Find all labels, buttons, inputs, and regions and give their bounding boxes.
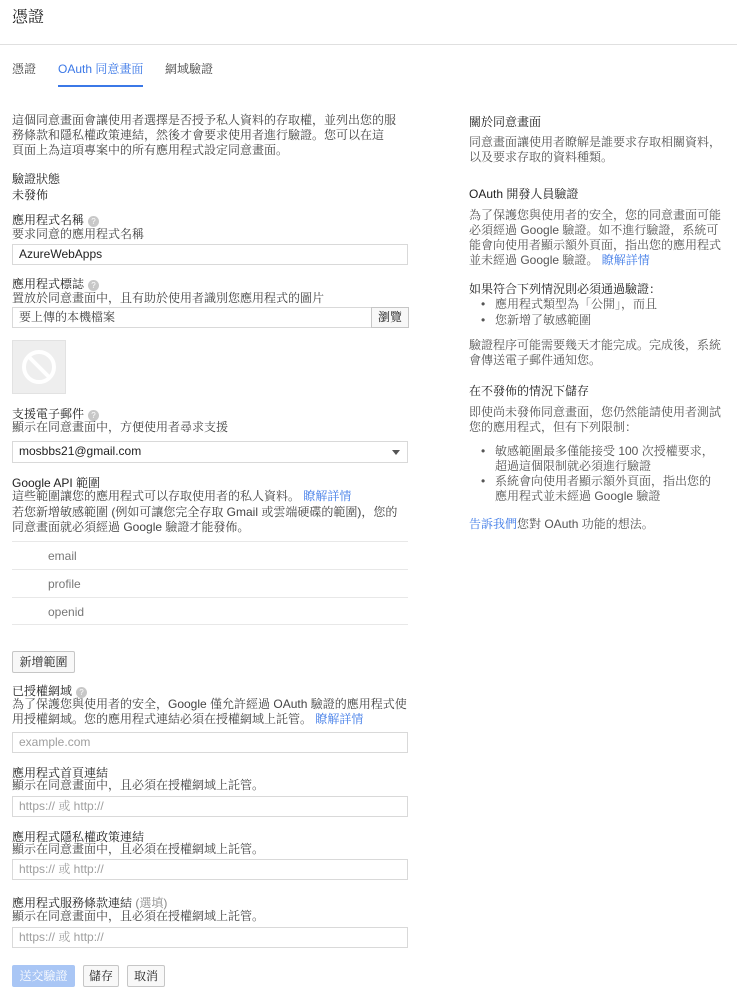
logo-file-input[interactable]: 要上傳的本機檔案 [12, 307, 372, 328]
scope-name: openid [48, 605, 85, 619]
dev-learn-more-link[interactable]: 瞭解詳情 [601, 253, 650, 267]
scope-name: profile [48, 577, 81, 591]
scope-row [12, 569, 408, 597]
authorized-domains-desc-line: 用授權網域。您的應用程式連結必須在授權網域上託管。 [12, 712, 313, 726]
limit-text: 超過這個限制就必須進行驗證 [495, 459, 652, 473]
process-text-line: 會傳送電子郵件通知您。 [469, 353, 602, 367]
scopes-note-line: 若您新增敏感範圍 (例如可讓您完全存取 Gmail 或雲端硬碟的範圍)，您的 [12, 505, 398, 519]
process-text [469, 338, 735, 368]
scopes-label: Google API 範圍 [12, 476, 101, 490]
app-logo-label [12, 277, 99, 292]
privacy-input[interactable]: https:// 或 http:// [12, 859, 408, 880]
app-name-input[interactable]: AzureWebApps [12, 244, 408, 265]
about-text-line: 同意畫面讓使用者瞭解是誰要求存取相關資料， [469, 135, 722, 149]
homepage-label: 應用程式首頁連結 [12, 766, 109, 780]
help-icon[interactable]: ? [76, 687, 87, 698]
support-email-label-text: 支援電子郵件 [12, 407, 85, 421]
page-header [0, 0, 737, 45]
intro-line: 務條款和隱私權政策連結，然後才會要求使用者進行驗證。您可以在這 [12, 128, 385, 142]
scopes-desc-text: 這些範圍讓您的應用程式可以存取使用者的私人資料。 [12, 489, 301, 503]
dev-text-line: 並未經過 Google 驗證。 [469, 253, 599, 267]
tos-label-text: 應用程式服務條款連結 [12, 896, 133, 910]
tos-optional-tag: (選填) [135, 896, 168, 910]
authorized-domains-desc [12, 697, 417, 727]
help-icon[interactable]: ? [88, 280, 99, 291]
dev-verification-title: OAuth 開發人員驗證 [469, 187, 579, 201]
about-text-line: 以及要求存取的資料種類。 [469, 150, 614, 164]
page-title: 憑證 [12, 9, 45, 26]
condition-text: • 您新增了敏感範圍 [495, 313, 592, 327]
app-logo-desc: 置放於同意畫面中，且有助於使用者識別您應用程式的圖片 [12, 291, 325, 305]
dev-text-line: 必須經過 Google 驗證。如不進行驗證，系統可 [469, 223, 719, 237]
save-unpublished-title: 在不發佈的情況下儲存 [469, 384, 590, 398]
tab-bar [0, 62, 737, 89]
tab-domain-verification[interactable]: 網域驗證 [165, 62, 214, 76]
intro-text [12, 113, 412, 158]
logo-placeholder-icon [12, 340, 66, 394]
intro-line: 這個同意畫面會讓使用者選擇是否授予私人資料的存取權，並列出您的服 [12, 113, 397, 127]
dev-verification-text [469, 208, 735, 268]
scopes-learn-more-link[interactable]: 瞭解詳情 [303, 489, 352, 503]
app-name-desc: 要求同意的應用程式名稱 [12, 227, 145, 241]
tos-desc: 顯示在同意畫面中，且必須在授權網域上託管。 [12, 909, 265, 923]
verification-status-value: 未發佈 [12, 188, 49, 202]
cancel-button[interactable]: 取消 [127, 965, 165, 987]
condition-item [483, 313, 723, 328]
tab-oauth-consent[interactable]: OAuth 同意畫面 [58, 62, 143, 87]
scope-row [12, 597, 408, 625]
app-name-label [12, 213, 99, 228]
support-email-desc: 顯示在同意畫面中，方便使用者尋求支援 [12, 420, 229, 434]
intro-line: 頁面上為這項專案中的所有應用程式設定同意畫面。 [12, 143, 289, 157]
app-name-label-text: 應用程式名稱 [12, 213, 85, 227]
dropdown-arrow-icon [392, 450, 400, 455]
limit-text: • 敏感範圍最多僅能接受 100 次授權要求， [495, 444, 714, 458]
scopes-note [12, 505, 412, 535]
condition-text: • 應用程式類型為「公開」，而且 [495, 297, 658, 311]
feedback-link[interactable]: 告訴我們 [469, 517, 518, 531]
scope-name: email [48, 549, 77, 563]
process-text-line: 驗證程序可能需要幾天才能完成。完成後，系統 [469, 338, 722, 352]
save-button[interactable]: 儲存 [83, 965, 119, 987]
authorized-domains-label-text: 已授權網域 [12, 684, 73, 698]
tos-input[interactable]: https:// 或 http:// [12, 927, 408, 948]
homepage-input[interactable]: https:// 或 http:// [12, 796, 408, 817]
submit-verification-button[interactable]: 送交驗證 [12, 965, 75, 987]
authorized-domain-input[interactable]: example.com [12, 732, 408, 753]
save-unpublished-text [469, 405, 735, 435]
dev-text-line: 為了保護您與使用者的安全，您的同意畫面可能 [469, 208, 722, 222]
support-email-select[interactable] [12, 441, 408, 463]
no-image-icon [13, 341, 65, 393]
dev-text-line: 能會向使用者顯示額外頁面，指出您的應用程式 [469, 238, 722, 252]
limit-item [483, 474, 723, 504]
scope-row [12, 541, 408, 569]
conditions-title: 如果符合下列情況則必須通過驗證： [469, 282, 662, 296]
privacy-label: 應用程式隱私權政策連結 [12, 830, 145, 844]
app-logo-label-text: 應用程式標誌 [12, 277, 85, 291]
add-scope-button[interactable]: 新增範圍 [12, 651, 75, 673]
homepage-desc: 顯示在同意畫面中，且必須在授權網域上託管。 [12, 778, 265, 792]
scopes-desc [12, 489, 351, 504]
about-text [469, 135, 735, 165]
help-icon[interactable]: ? [88, 216, 99, 227]
save-text-line: 您的應用程式，但有下列限制： [469, 420, 638, 434]
condition-item [483, 297, 723, 312]
about-title: 關於同意畫面 [469, 115, 542, 129]
verification-status-label: 驗證狀態 [12, 172, 61, 186]
limit-item [483, 444, 723, 474]
authorized-domains-learn-more-link[interactable]: 瞭解詳情 [315, 712, 364, 726]
help-icon[interactable]: ? [88, 410, 99, 421]
feedback-text-rest: 您對 OAuth 功能的想法。 [517, 517, 654, 531]
support-email-value: mosbbs21@gmail.com [19, 444, 142, 458]
authorized-domains-desc-line: 為了保護您與使用者的安全，Google 僅允許經過 OAuth 驗證的應用程式使 [12, 697, 407, 711]
browse-button[interactable]: 瀏覽 [371, 307, 409, 328]
save-text-line: 即使尚未發佈同意畫面，您仍然能請使用者測試 [469, 405, 722, 419]
limit-text: • 系統會向使用者顯示額外頁面，指出您的 [495, 474, 712, 488]
feedback-text [469, 517, 654, 532]
tab-credentials[interactable]: 憑證 [12, 62, 37, 76]
privacy-desc: 顯示在同意畫面中，且必須在授權網域上託管。 [12, 842, 265, 856]
scopes-note-line: 同意畫面就必須經過 Google 驗證才能發佈。 [12, 520, 250, 534]
limit-text: 應用程式並未經過 Google 驗證 [495, 489, 661, 503]
